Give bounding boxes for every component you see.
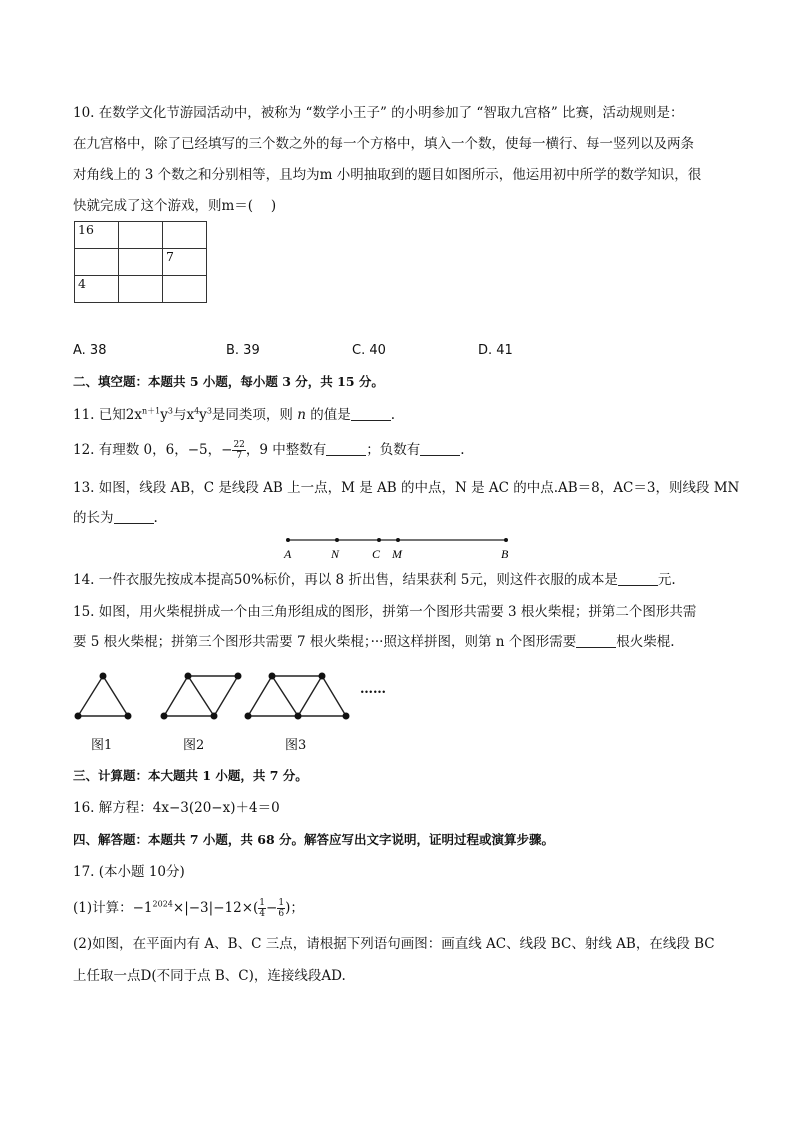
option-a: A. 38 xyxy=(73,343,107,358)
grid-cell xyxy=(163,222,207,249)
fraction: $\frac{1}{4}$ xyxy=(259,898,266,919)
q10-line2: 在九宫格中，除了已经填写的三个数之外的每一个方格中，填入一个数，使每一横行、每一竖列以及两条 xyxy=(73,136,694,152)
option-c: C. 40 xyxy=(352,343,386,358)
grid-cell xyxy=(119,249,163,276)
answer-blank[interactable] xyxy=(326,441,366,456)
segment-diagram xyxy=(280,530,520,562)
nine-grid-table xyxy=(74,221,207,303)
option-b: B. 39 xyxy=(226,343,260,358)
fraction: $\frac{1}{6}$ xyxy=(278,898,285,919)
q10-line1: 10. 在数学文化节游园活动中，被称为 “数学小王子” 的小明参加了 “智取九宫格” 比赛，活动规则是： xyxy=(73,105,684,121)
grid-cell: 4 xyxy=(75,276,119,303)
q17-part2-line2: 上任取一点D(不同于点 B、C)，连接线段AD. xyxy=(73,968,346,984)
answer-blank[interactable] xyxy=(351,406,391,421)
grid-cell xyxy=(75,249,119,276)
q13-line2: 的长为 . xyxy=(73,510,158,526)
fraction: $\frac{22}{7}$ xyxy=(233,440,245,461)
q12-line: 12. 有理数 0，6，−5，− $\frac{22}{7}$ ，9 中整数有 ；负数有 . xyxy=(73,440,465,461)
q10-line4: 快就完成了这个游戏，则m＝( ) xyxy=(73,198,277,214)
section2-heading: 二、填空题：本题共 5 小题，每小题 3 分，共 15 分。 xyxy=(73,374,384,389)
q15-line1: 15. 如图，用火柴棍拼成一个由三角形组成的图形，拼第一个图形共需要 3 根火柴棍；拼第二个图形共需 xyxy=(73,604,697,620)
section4-heading: 四、解答题：本题共 7 小题，共 68 分。解答应写出文字说明，证明过程或演算步骤。 xyxy=(73,832,555,847)
figure-label-2: 图2 xyxy=(183,738,205,753)
point-label: B xyxy=(501,547,509,561)
point-label: A xyxy=(284,547,292,561)
figure-label-3: 图3 xyxy=(285,738,307,753)
answer-blank[interactable] xyxy=(114,509,154,524)
answer-blank[interactable] xyxy=(576,633,616,648)
point-label: C xyxy=(372,547,381,561)
grid-cell xyxy=(119,276,163,303)
matchstick-figure-1 xyxy=(72,672,136,722)
matchstick-figure-3 xyxy=(242,672,354,722)
option-d: D. 41 xyxy=(478,343,513,358)
matchstick-figure-2 xyxy=(158,672,244,722)
q15-line2: 要 5 根火柴棍；拼第三个图形共需要 7 根火柴棍；···照这样拼图，则第 n 个图形需要 根火柴棍. xyxy=(73,634,675,650)
q17-part2-line1: (2)如图，在平面内有 A、B、C 三点，请根据下列语句画图：画直线 AC、线段 BC、射线 AB，在线段 BC xyxy=(73,936,715,952)
q14-line: 14. 一件衣服先按成本提高50%标价，再以 8 折出售，结果获利 5元，则这件衣服的成本是 元. xyxy=(73,572,676,588)
grid-cell xyxy=(119,222,163,249)
section3-heading: 三、计算题：本大题共 1 小题，共 7 分。 xyxy=(73,768,308,783)
figure-label-1: 图1 xyxy=(91,738,113,753)
point-label: M xyxy=(392,547,402,561)
q11-line: 11. 已知$2x^{n+1}y^3$与$x^4y^3$是同类项，则 n 的值是 . xyxy=(73,406,395,423)
q16-line: 16. 解方程：4x−3(20−x)＋4＝0 xyxy=(73,800,280,816)
q17-part1: (1)计算：$-1^{2024}\times|-3|-12\times$( $\frac{1}{4}$ − $\frac{1}{6}$ )； xyxy=(73,898,304,919)
q13-line1: 13. 如图，线段 AB，C 是线段 AB 上一点，M 是 AB 的中点，N 是 AC 的中点.AB＝8，AC＝3，则线段 MN xyxy=(73,480,740,496)
q10-line3: 对角线上的 3 个数之和分别相等，且均为m 小明抽取到的题目如图所示，他运用初中所学的数学知识，很 xyxy=(73,167,702,183)
answer-blank[interactable] xyxy=(420,441,460,456)
grid-cell xyxy=(163,276,207,303)
answer-blank[interactable] xyxy=(618,571,658,586)
point-label: N xyxy=(331,547,340,561)
q17-title: 17. (本小题 10分) xyxy=(73,864,185,880)
ellipsis: …… xyxy=(360,682,386,697)
grid-cell: 7 xyxy=(163,249,207,276)
grid-cell: 16 xyxy=(75,222,119,249)
